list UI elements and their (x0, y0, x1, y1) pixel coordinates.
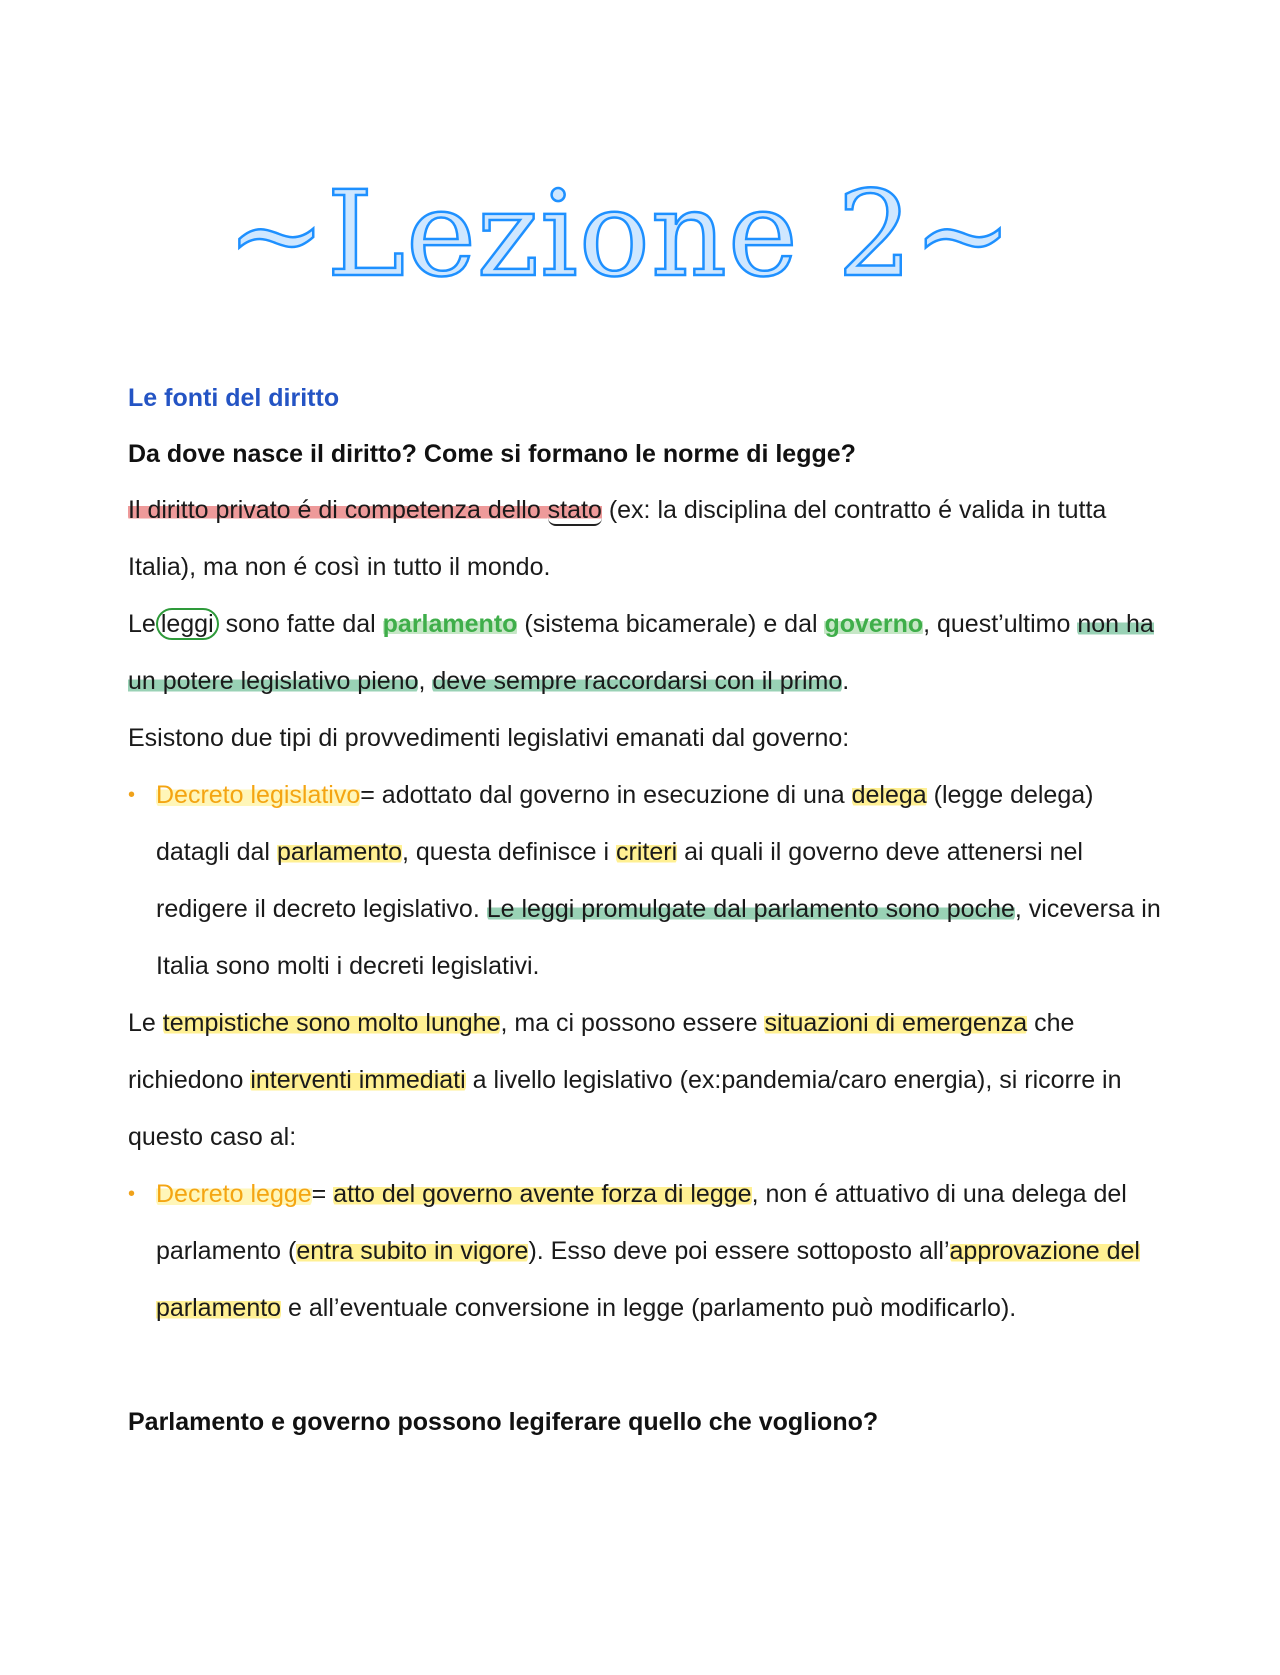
bullet-list-decreto-legge (128, 1166, 1168, 1337)
circled-word-leggi: leggi (156, 608, 219, 640)
question-heading: Parlamento e governo possono legiferare quello che vogliono? (128, 1408, 879, 1436)
highlight-yellow: entra subito in vigore (296, 1237, 529, 1265)
highlight-parlamento: parlamento (382, 610, 518, 638)
paragraph-provvedimenti: Esistono due tipi di provvedimenti legislativi emanati dal governo: (128, 724, 850, 752)
document-body (128, 370, 1168, 1450)
lesson-title: ~Lezione 2~ (226, 165, 1014, 303)
highlight-green: non ha un potere legislativo pieno (128, 610, 1154, 695)
highlight-yellow: criteri (616, 838, 678, 866)
term-decreto-legge: Decreto legge (156, 1180, 312, 1208)
question-heading: Da dove nasce il diritto? Come si formano le norme di legge? (128, 440, 856, 468)
paragraph-leggi: Le leggi sono fatte dal parlamento (sistema bicamerale) e dal governo, quest’ultimo non ha un potere legislativo pieno, deve sempre raccordarsi con il primo. (128, 610, 1154, 695)
highlight-governo: governo (824, 610, 924, 638)
list-item: • Decreto legge= atto del governo avente forza di legge, non é attuativo di una delega del parlamento (entra subito in vigore). Esso deve poi essere sottoposto all’approvazione del parlamento e all’eventuale conversione in legge (parlamento può modificarlo). (128, 1166, 1168, 1337)
paragraph-diritto-privato: Il diritto privato é di competenza dello stato (ex: la disciplina del contratto é valida in tutta Italia), ma non é così in tutto il mondo. (128, 496, 1107, 581)
highlight-stato: stato (547, 496, 602, 524)
highlight-green: deve sempre raccordarsi con il primo (432, 667, 843, 695)
highlight-yellow: delega (851, 781, 927, 809)
highlight-red: Il diritto privato é di competenza dello (128, 496, 548, 524)
bullet-icon: • (128, 784, 136, 806)
highlight-yellow: approvazione del parlamento (156, 1237, 1140, 1322)
highlight-yellow: interventi immediati (250, 1066, 466, 1094)
paragraph-tempistiche: Le tempistiche sono molto lunghe, ma ci possono essere situazioni di emergenza che richiedono interventi immediati a livello legislativo (ex:pandemia/caro energia), si ricorre in questo caso al: (128, 1009, 1122, 1151)
section-title: Le fonti del diritto (128, 384, 340, 412)
bullet-icon: • (128, 1183, 136, 1205)
highlight-yellow: tempistiche sono molto lunghe (162, 1009, 501, 1037)
highlight-yellow: parlamento (276, 838, 403, 866)
list-item: • Decreto legislativo= adottato dal governo in esecuzione di una delega (legge delega) datagli dal parlamento, questa definisce i criteri ai quali il governo deve attenersi nel redigere il decreto legislativo. Le leggi promulgate dal parlamento sono poche, viceversa in Italia sono molti i decreti legislativi. (128, 767, 1168, 995)
spacer (128, 1337, 1168, 1394)
bullet-list-decreto-legislativo (128, 767, 1168, 995)
highlight-green: Le leggi promulgate dal parlamento sono poche (486, 895, 1015, 923)
highlight-yellow: atto del governo avente forza di legge (333, 1180, 752, 1208)
highlight-yellow: situazioni di emergenza (764, 1009, 1028, 1037)
term-decreto-legislativo: Decreto legislativo (156, 781, 361, 809)
